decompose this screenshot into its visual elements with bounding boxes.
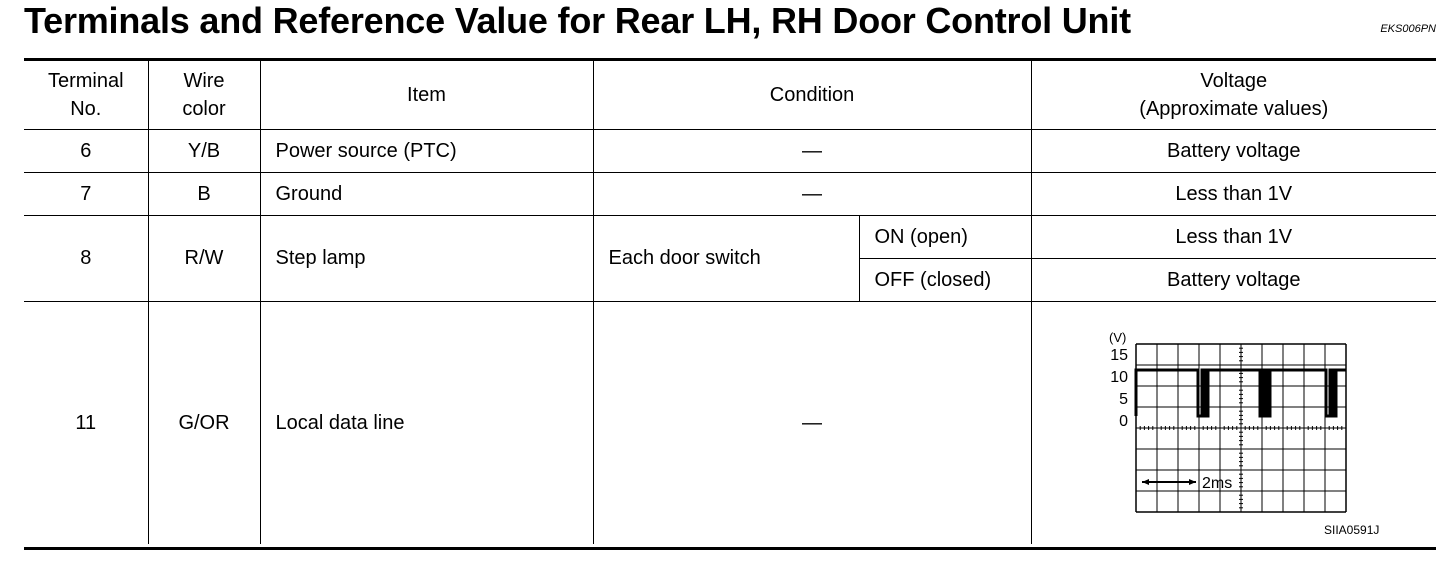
waveform-y-label: 15 [1109,346,1128,364]
table-row [24,301,1436,544]
voltage-waveform-cell [1031,301,1436,544]
table-row [24,172,1436,215]
page-title: Terminals and Reference Value for Rear LH, RH Door Control Unit [24,0,1131,41]
item-cell: Ground [260,172,593,215]
header-voltage-line1: Voltage [1200,69,1268,92]
subcondition-cell: OFF (closed) [859,258,1031,301]
header-wire-line2: color [182,97,226,120]
header-terminal-line1: Terminal [47,69,124,92]
waveform-time-label: 2ms [1201,474,1232,492]
wire-cell: Y/B [148,129,260,172]
condition-cell: — [593,301,1031,544]
header-wire-line1: Wire [183,69,225,92]
figure-code: SIIA0591J [1323,522,1379,536]
waveform-y-label: 5 [1118,390,1128,408]
header-voltage [1031,61,1436,129]
header-voltage-line2: (Approximate values) [1139,97,1329,120]
terminal-cell: 6 [24,129,148,172]
reference-table [24,61,1436,544]
condition-cell: Each door switch [593,215,859,301]
wire-cell: G/OR [148,301,260,544]
bottom-rule [24,547,1436,550]
document-code: EKS006PN [1380,23,1436,35]
terminal-cell: 11 [24,301,148,544]
terminal-cell: 7 [24,172,148,215]
terminal-cell: 8 [24,215,148,301]
condition-cell: — [593,129,1031,172]
waveform-oscilloscope [1102,326,1402,536]
voltage-cell: Battery voltage [1031,129,1436,172]
subcondition-cell: ON (open) [859,215,1031,258]
condition-cell: — [593,172,1031,215]
item-cell: Step lamp [260,215,593,301]
item-cell: Local data line [260,301,593,544]
voltage-cell: Battery voltage [1031,258,1436,301]
header-terminal-line2: No. [70,97,102,120]
voltage-cell: Less than 1V [1031,172,1436,215]
wire-cell: B [148,172,260,215]
table-row [24,129,1436,172]
voltage-cell: Less than 1V [1031,215,1436,258]
time-scale-arrow-icon [1142,479,1196,485]
waveform-unit-label: (V) [1108,329,1126,345]
wire-cell: R/W [148,215,260,301]
waveform-y-label: 10 [1109,368,1128,386]
waveform-y-label: 0 [1118,412,1128,430]
item-cell: Power source (PTC) [260,129,593,172]
header-condition: Condition [593,61,1031,129]
header-row [24,61,1436,129]
header-item: Item [260,61,593,129]
header-terminal [24,61,148,129]
table-row [24,215,1436,258]
header-wire [148,61,260,129]
